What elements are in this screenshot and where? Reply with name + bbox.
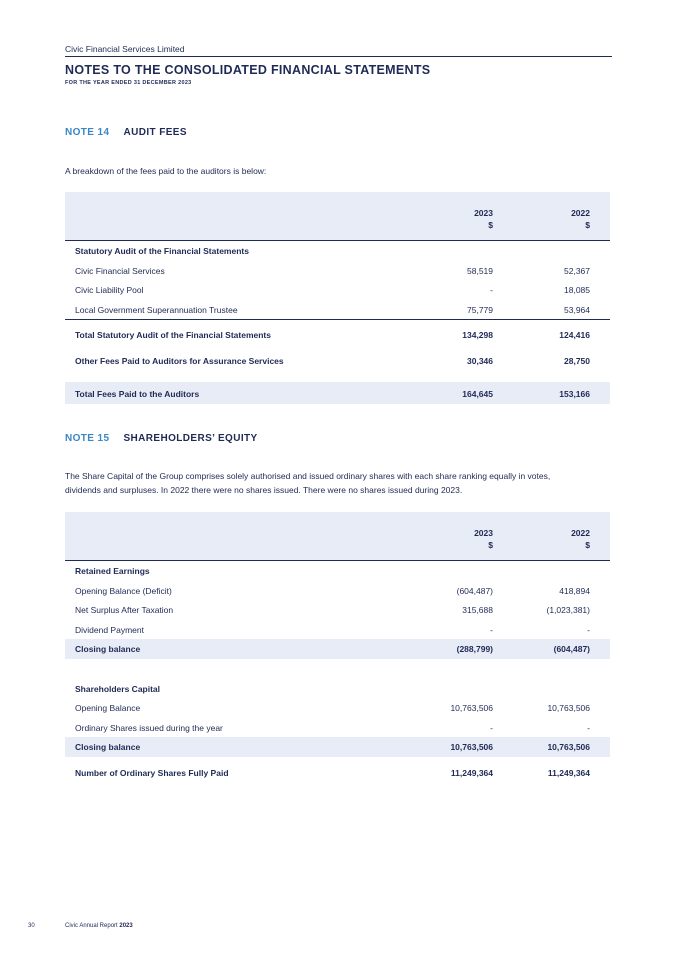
table-row: Net Surplus After Taxation 315,688 (1,023,381) [75,605,590,615]
column-2023: 2023 $ [474,208,493,230]
note-15-heading [65,433,258,444]
note-14-heading [65,127,187,138]
column-2022: 2022 $ [571,528,590,550]
note-14-number: NOTE 14 [65,127,110,138]
section-label: Retained Earnings [75,566,150,576]
table-row: Local Government Superannuation Trustee 75,779 53,964 [75,304,590,315]
note-15-title: SHAREHOLDERS’ EQUITY [123,433,258,444]
table-row: Civic Liability Pool - 18,085 [75,285,590,295]
page-subtitle: FOR THE YEAR ENDED 31 DECEMBER 2023 [65,80,192,86]
header-rule [65,56,612,57]
table-header [65,512,610,561]
total-fees-row: Total Fees Paid to the Auditors 164,645 153,166 [65,382,610,404]
table-row: Opening Balance (Deficit) (604,487) 418,894 [75,585,590,596]
table-row: Opening Balance 10,763,506 10,763,506 [75,703,590,713]
table-row: Civic Financial Services 58,519 52,367 [75,265,590,276]
total-statutory-row: Total Statutory Audit of the Financial Statements 134,298 124,416 [65,319,610,346]
note-14-intro: A breakdown of the fees paid to the auditors is below: [65,166,267,176]
closing-balance-row: Closing balance (288,799) (604,487) [65,639,610,659]
page-number: 30 [28,923,35,929]
footer-report-name: Civic Annual Report 2023 [65,923,133,929]
shareholders-equity-table [65,512,610,783]
note-15-number: NOTE 15 [65,433,110,444]
note-14-title: AUDIT FEES [123,127,187,138]
table-header [65,192,610,241]
shares-fully-paid-row: Number of Ordinary Shares Fully Paid 11,249,364 11,249,364 [75,767,590,778]
section-label: Shareholders Capital [75,683,161,694]
closing-balance-row: Closing balance 10,763,506 10,763,506 [65,737,610,757]
table-row: Dividend Payment - - [75,624,590,635]
section-label: Statutory Audit of the Financial Statements [75,246,249,256]
spacer [65,659,610,679]
column-2023: 2023 $ [474,528,493,550]
note-15-intro: The Share Capital of the Group comprises solely authorised and issued ordinary shares with each share ranking equally in votes, dividends and surpluses. In 2022 there were no shares issued. There were no shares issued during 2023. [65,471,551,495]
company-name: Civic Financial Services Limited [65,44,185,54]
table-row: Ordinary Shares issued during the year - - [75,722,590,733]
other-fees-row: Other Fees Paid to Auditors for Assurance Services 30,346 28,750 [75,356,590,366]
page-title: NOTES TO THE CONSOLIDATED FINANCIAL STATEMENTS [65,63,431,77]
column-2022: 2022 $ [571,208,590,230]
audit-fees-table [65,192,610,404]
